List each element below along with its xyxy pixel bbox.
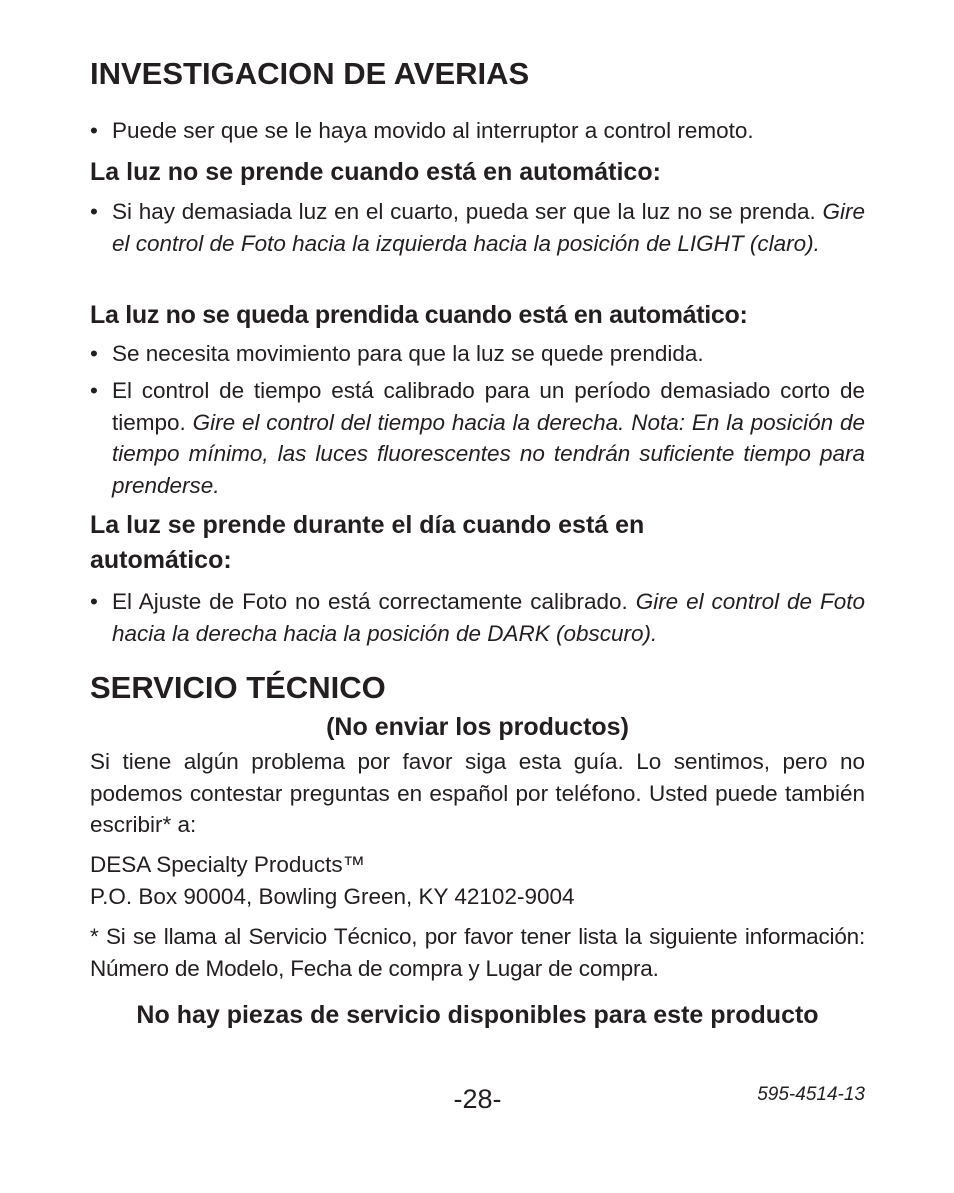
sub3-bullet-text (112, 586, 865, 649)
sub2-heading: La luz no se queda prendida cuando está en automático: (90, 301, 748, 329)
sub2-bullet-2-italic: Gire el control del tiempo hacia la derecha. Nota: En la posición de tiempo mínimo, las luces fluorescentes no tendrán suficiente tiempo para prenderse. (112, 409, 865, 498)
document-code: 595-4514-13 (757, 1084, 865, 1105)
sub1-bullet-italic: Gire el control de Foto hacia la izquierda hacia la posición de LIGHT (claro). (112, 199, 865, 256)
sub3-heading: La luz se prende durante el día cuando está en automático: (90, 511, 645, 574)
sub3-bullet-italic: Gire el control de Foto hacia la derecha hacia la posición de DARK (obscuro). (112, 589, 865, 646)
sub1-heading: La luz no se prende cuando está en automático: (90, 158, 661, 186)
service-footnote: * Si se llama al Servicio Técnico, por favor tener lista la siguiente información: Número de Modelo, Fecha de compra y Lugar de compra. (90, 924, 865, 981)
address-line-1: DESA Specialty Products™ (90, 852, 366, 877)
sub2-bullet-2 (90, 375, 865, 501)
sub1-bullet-normal: Si hay demasiada luz en el cuarto, pueda ser que la luz no se prenda. (112, 199, 823, 224)
troubleshooting-title: INVESTIGACION DE AVERIAS (90, 56, 530, 91)
bullet-icon: • (90, 378, 98, 403)
sub3-bullet (90, 586, 865, 649)
address-line-2: P.O. Box 90004, Bowling Green, KY 42102-9004 (90, 884, 575, 909)
page-number: -28- (453, 1084, 502, 1114)
sub2-bullet-2-text (112, 375, 865, 501)
service-title: SERVICIO TÉCNICO (90, 670, 386, 705)
sub2-bullet-1 (90, 338, 865, 370)
intro-bullet-text: Puede ser que se le haya movido al interruptor a control remoto. (112, 118, 754, 143)
intro-bullet (90, 115, 865, 147)
bullet-icon: • (90, 341, 98, 366)
bullet-icon: • (90, 199, 98, 224)
sub1-bullet-text (112, 196, 865, 259)
service-paragraph: Si tiene algún problema por favor siga esta guía. Lo sentimos, pero no podemos contestar preguntas en español por teléfono. Usted puede también escribir* a: (90, 749, 865, 837)
bullet-icon: • (90, 118, 98, 143)
sub1-bullet (90, 196, 865, 259)
sub2-bullet-1-text: Se necesita movimiento para que la luz se quede prendida. (112, 341, 704, 366)
sub2-bullet-2-normal: El control de tiempo está calibrado para un período demasiado corto de tiempo. (112, 378, 865, 435)
bullet-icon: • (90, 589, 98, 614)
sub3-bullet-normal: El Ajuste de Foto no está correctamente calibrado. (112, 589, 636, 614)
no-parts-notice: No hay piezas de servicio disponibles para este producto (136, 1001, 819, 1029)
service-subtitle: (No enviar los productos) (326, 713, 629, 741)
